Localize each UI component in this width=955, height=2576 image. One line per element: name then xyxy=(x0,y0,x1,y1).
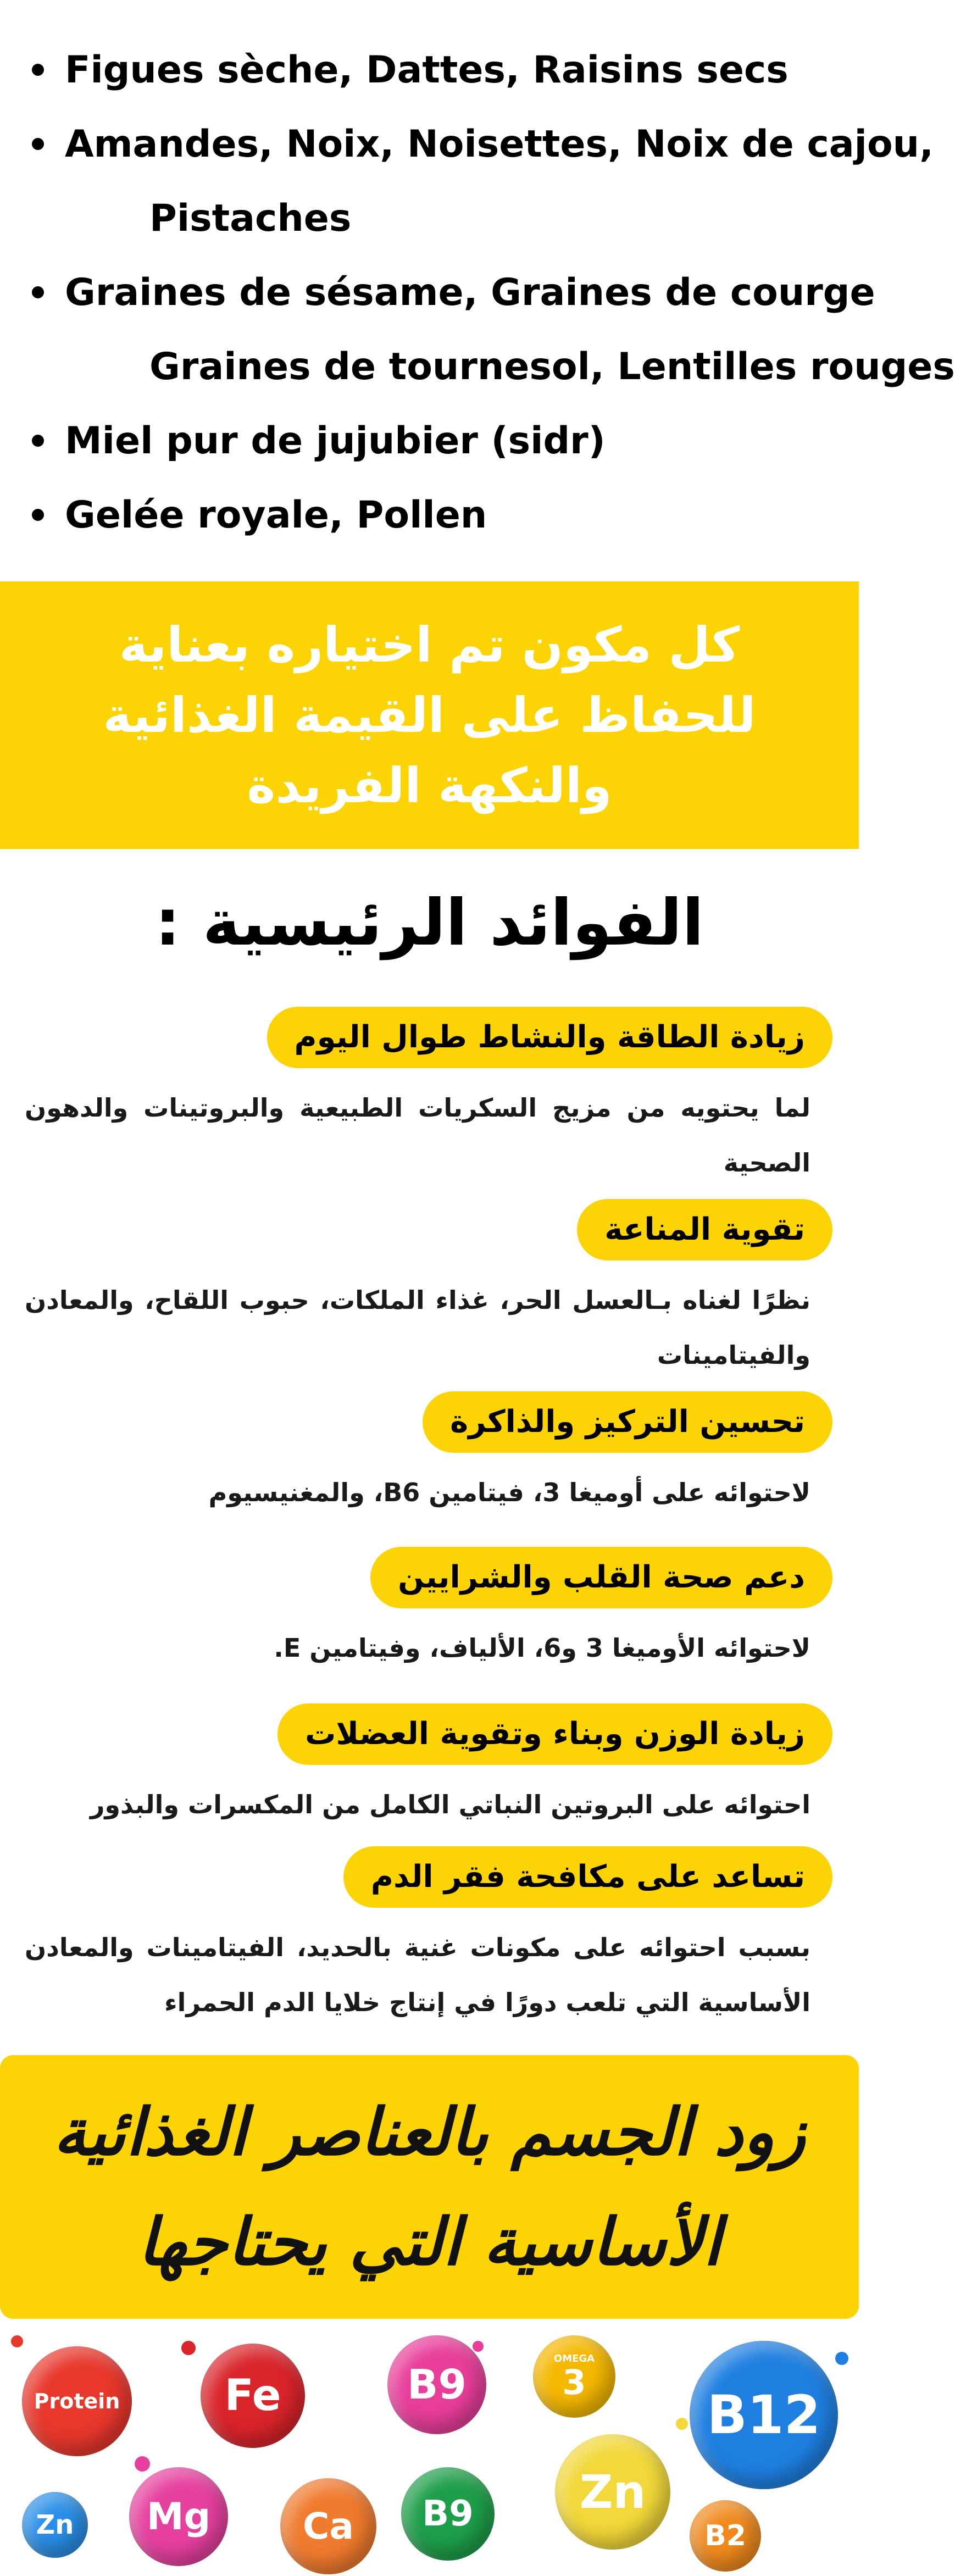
ingredient-item xyxy=(0,107,934,256)
vitamin-b2-bubble-icon xyxy=(690,2500,761,2572)
ingredient-text: Amandes, Noix, Noisettes, Noix de cajou, xyxy=(65,123,934,166)
bullet-icon xyxy=(32,286,44,298)
bullet-icon xyxy=(32,435,44,447)
ingredient-text: Figues sèche, Dattes, Raisins secs xyxy=(65,48,789,92)
nutrient-label: B2 xyxy=(704,2519,746,2552)
ingredient-text: Gelée royale, Pollen xyxy=(65,493,487,537)
nutrient-label: B12 xyxy=(707,2384,821,2446)
nutrient-sublabel: 3 xyxy=(562,2362,586,2402)
protein-bubble-icon xyxy=(22,2346,132,2456)
magnesium-bubble-icon xyxy=(129,2467,228,2566)
ingredient-list xyxy=(0,33,955,552)
benefit-title-pill: دعم صحة القلب والشرايين xyxy=(370,1547,832,1608)
benefit-description: لما يحتويه من مزيج السكريات الطبيعية والبروتينات والدهون الصحية xyxy=(25,1093,810,1178)
benefit-title-pill: زيادة الوزن وبناء وتقوية العضلات xyxy=(277,1703,832,1765)
bullet-icon xyxy=(32,509,44,521)
benefit-title-pill: زيادة الطاقة والنشاط طوال اليوم xyxy=(267,1007,832,1068)
nutrient-label: B9 xyxy=(422,2494,474,2534)
ingredient-text: Graines de sésame, Graines de courge xyxy=(65,271,875,314)
sparkle-icon xyxy=(135,2456,150,2472)
zinc-yellow-bubble-icon xyxy=(555,2434,670,2550)
bullet-icon xyxy=(32,64,44,76)
nutrient-label: Mg xyxy=(146,2495,211,2539)
banner-text: كل مكون تم اختياره بعناية للحفاظ على القيمة الغذائية والنكهة الفريدة xyxy=(103,616,756,814)
nutrient-label: Fe xyxy=(224,2371,281,2420)
ingredient-text: Miel pur de jujubier (sidr) xyxy=(65,419,606,463)
nutrient-label: B9 xyxy=(407,2361,467,2408)
benefit-description: لاحتوائه الأوميغا 3 و6، الألياف، وفيتامين E. xyxy=(274,1633,810,1663)
benefit-description: لاحتوائه على أوميغا 3، فيتامين B6، والمغنيسيوم xyxy=(208,1478,810,1507)
benefit-description: احتوائه على البروتين النباتي الكامل من المكسرات والبذور xyxy=(90,1790,810,1819)
benefit-description: بسبب احتوائه على مكونات غنية بالحديد، الفيتامينات والمعادن الأساسية التي تلعب دورًا في إنتاج خلايا الدم الحمراء xyxy=(25,1933,810,2017)
benefit-item-energy xyxy=(25,1007,832,1190)
omega-3-bubble-icon xyxy=(533,2335,615,2418)
benefit-description: نظرًا لغناه بـالعسل الحر، غذاء الملكات، حبوب اللقاح، والمعادن والفيتامينات xyxy=(25,1285,810,1370)
benefit-title-pill: تحسين التركيز والذاكرة xyxy=(423,1391,832,1453)
benefit-item-immunity xyxy=(25,1199,832,1383)
zinc-bubble-icon xyxy=(22,2492,88,2558)
nutrient-label: Zn xyxy=(36,2510,74,2540)
vitamin-b9-green-bubble-icon xyxy=(401,2467,495,2561)
calcium-bubble-icon xyxy=(280,2478,376,2574)
vitamin-b12-bubble-icon xyxy=(690,2341,838,2489)
bullet-icon xyxy=(32,138,44,150)
ingredient-item xyxy=(0,33,859,107)
sparkle-icon xyxy=(835,2352,848,2365)
ingredient-item xyxy=(0,404,859,478)
vitamin-b9-bubble-icon xyxy=(387,2335,486,2434)
benefit-item-muscle xyxy=(25,1703,832,1832)
nutrient-label: Ca xyxy=(303,2505,354,2547)
ingredient-text-continued: Pistaches xyxy=(149,197,352,240)
benefit-title-pill: تساعد على مكافحة فقر الدم xyxy=(343,1846,832,1908)
nutrient-label: Protein xyxy=(34,2389,120,2413)
nutrient-label: OMEGA xyxy=(553,2352,595,2364)
sparkle-icon xyxy=(676,2418,688,2430)
nutrients-banner xyxy=(0,2055,859,2319)
sparkle-icon xyxy=(11,2335,23,2347)
ingredient-quality-banner xyxy=(0,581,859,849)
iron-bubble-icon xyxy=(201,2344,305,2448)
ingredient-item xyxy=(0,256,955,404)
benefit-title-pill: تقوية المناعة xyxy=(577,1199,832,1261)
benefit-item-focus xyxy=(25,1391,832,1520)
sparkle-icon xyxy=(473,2341,484,2352)
benefits-heading: الفوائد الرئيسية : xyxy=(154,886,704,960)
nutrient-bubbles xyxy=(0,2319,859,2576)
benefit-item-heart xyxy=(25,1547,832,1675)
banner-text: زود الجسم بالعناصر الغذائية الأساسية التي يحتاجها xyxy=(53,2094,806,2280)
ingredient-text-continued: Graines de tournesol, Lentilles rouges xyxy=(149,345,955,388)
nutrient-label: Zn xyxy=(579,2465,646,2519)
ingredient-item xyxy=(0,478,859,552)
sparkle-icon xyxy=(181,2341,196,2355)
benefit-item-anemia xyxy=(25,1846,832,2030)
